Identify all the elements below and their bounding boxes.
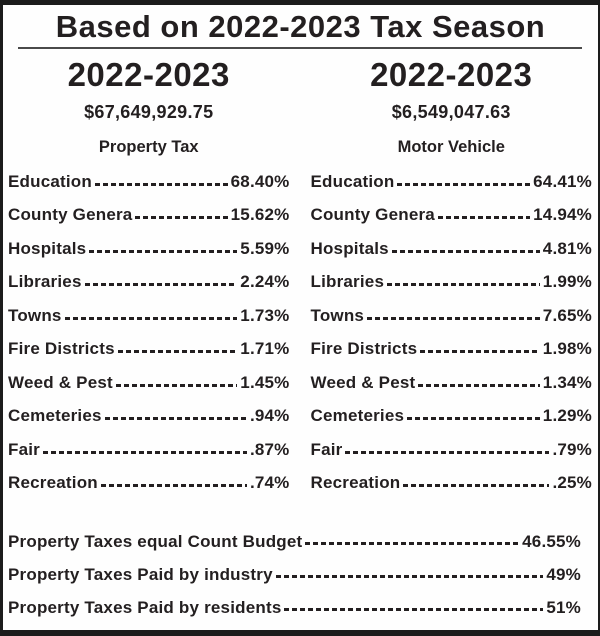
- table-row: [8, 266, 290, 300]
- table-row: [8, 400, 290, 434]
- row-label: Property Taxes Paid by industry: [8, 564, 273, 584]
- row-value: 4.81%: [542, 238, 592, 258]
- row-value: .87%: [249, 439, 290, 459]
- dash-leader: [345, 433, 549, 467]
- motor-vehicle-rows: [311, 165, 593, 500]
- row-label: County Genera: [310, 205, 435, 225]
- row-label: Fair: [8, 439, 40, 459]
- row-value: 14.94%: [533, 205, 592, 225]
- table-row: [8, 433, 290, 467]
- table-row: [311, 165, 593, 199]
- table-row: [8, 333, 290, 367]
- row-value: 5.59%: [240, 238, 290, 258]
- table-row: [8, 199, 290, 233]
- row-label: Education: [310, 171, 395, 191]
- row-value: 49%: [546, 564, 581, 584]
- category-heading: Motor Vehicle: [397, 138, 505, 156]
- dash-leader: [403, 467, 549, 501]
- dash-leader: [438, 199, 530, 233]
- total-amount: $67,649,929.75: [84, 102, 214, 122]
- row-label: Fire Districts: [8, 339, 115, 359]
- year-heading: 2022-2023: [67, 56, 230, 93]
- row-label: Cemeteries: [8, 406, 102, 426]
- row-label: Towns: [8, 305, 62, 325]
- summary-section: [3, 525, 598, 624]
- row-value: 51%: [546, 597, 581, 617]
- row-label: Towns: [310, 305, 365, 325]
- row-label: County Genera: [8, 205, 133, 225]
- row-label: Cemeteries: [310, 406, 405, 426]
- row-value: 1.45%: [240, 372, 290, 392]
- dash-leader: [135, 199, 227, 233]
- motor-vehicle-column: [311, 55, 593, 500]
- row-label: Property Taxes Paid by residents: [8, 597, 282, 617]
- dash-leader: [118, 333, 238, 367]
- dash-leader: [89, 232, 237, 266]
- row-value: .74%: [249, 473, 290, 493]
- row-value: .79%: [552, 439, 592, 459]
- dash-leader: [105, 400, 247, 434]
- table-row: [311, 299, 593, 333]
- dash-leader: [85, 266, 238, 300]
- row-value: 1.73%: [240, 305, 290, 325]
- tax-columns: [3, 49, 598, 500]
- row-value: 46.55%: [522, 531, 581, 551]
- dash-leader: [276, 558, 544, 591]
- table-row: [8, 366, 290, 400]
- dash-leader: [305, 525, 519, 558]
- table-row: [8, 232, 290, 266]
- row-label: Weed & Pest: [8, 372, 113, 392]
- row-value: .25%: [552, 473, 592, 493]
- page-title: Based on 2022-2023 Tax Season: [55, 9, 546, 44]
- row-label: Fair: [310, 439, 343, 459]
- row-value: .94%: [249, 406, 290, 426]
- row-value: 68.40%: [230, 171, 290, 191]
- summary-row: [8, 525, 581, 558]
- category-heading: Property Tax: [98, 138, 199, 156]
- row-label: Libraries: [8, 272, 82, 292]
- table-row: [311, 266, 593, 300]
- table-row: [8, 165, 290, 199]
- row-label: Hospitals: [310, 238, 389, 258]
- row-label: Education: [8, 171, 92, 191]
- property-tax-column: [8, 55, 290, 500]
- dash-leader: [397, 165, 530, 199]
- row-label: Recreation: [8, 473, 98, 493]
- dash-leader: [420, 333, 540, 367]
- table-row: [311, 199, 593, 233]
- row-label: Weed & Pest: [310, 372, 416, 392]
- row-label: Recreation: [310, 473, 401, 493]
- table-row: [311, 366, 593, 400]
- row-value: 1.99%: [542, 272, 592, 292]
- row-value: 2.24%: [240, 272, 290, 292]
- table-row: [311, 467, 593, 501]
- row-label: Hospitals: [8, 238, 87, 258]
- row-value: 1.34%: [542, 372, 592, 392]
- table-row: [311, 232, 593, 266]
- row-label: Fire Districts: [310, 339, 418, 359]
- dash-leader: [65, 299, 238, 333]
- dash-leader: [284, 591, 543, 624]
- table-row: [8, 299, 290, 333]
- row-value: 64.41%: [533, 171, 592, 191]
- dash-leader: [387, 266, 540, 300]
- dash-leader: [43, 433, 247, 467]
- dash-leader: [367, 299, 540, 333]
- row-value: 1.29%: [542, 406, 592, 426]
- row-value: 15.62%: [230, 205, 290, 225]
- table-row: [311, 333, 593, 367]
- summary-row: [8, 591, 581, 624]
- row-value: 1.98%: [542, 339, 592, 359]
- dash-leader: [95, 165, 228, 199]
- total-amount: $6,549,047.63: [391, 102, 511, 122]
- row-value: 1.71%: [240, 339, 290, 359]
- dash-leader: [407, 400, 540, 434]
- table-row: [8, 467, 290, 501]
- dash-leader: [116, 366, 237, 400]
- row-label: Libraries: [310, 272, 385, 292]
- table-row: [311, 433, 593, 467]
- dash-leader: [101, 467, 247, 501]
- table-row: [311, 400, 593, 434]
- dash-leader: [418, 366, 539, 400]
- year-heading: 2022-2023: [370, 56, 533, 93]
- row-label: Property Taxes equal Count Budget: [8, 531, 303, 551]
- row-value: 7.65%: [542, 305, 592, 325]
- dash-leader: [392, 232, 540, 266]
- summary-row: [8, 558, 581, 591]
- property-tax-rows: [8, 165, 290, 500]
